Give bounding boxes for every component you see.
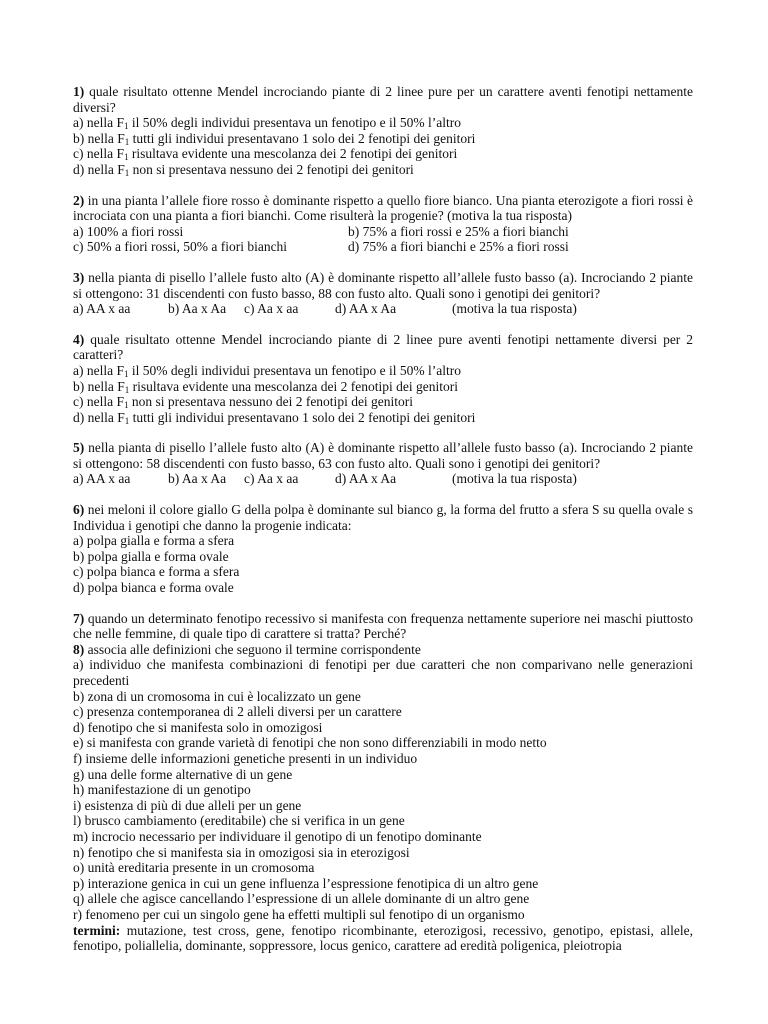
question-3-text: nella pianta di pisello l’allele fusto alto (A) è dominante rispetto all’allele fusto basso (a). Incrociando 2 piante si ottengono: 31 discendenti con fusto basso, 88 con fusto alto. Quali sono i genotipi dei genitori?: [73, 269, 693, 301]
question-1-option-d: d) nella $F_1$ non si presentava nessuno dei 2 fenotipi dei genitori: [73, 161, 414, 178]
question-5-option-c: c) Aa x aa: [244, 471, 299, 487]
question-6-text: nei meloni il colore giallo G della polpa è dominante sul bianco g, la forma del frutto a sfera S su quella ovale s Individua i genotipi che danno la progenie indicata:: [73, 502, 694, 533]
question-5-number: 5): [73, 440, 85, 456]
question-4: [73, 332, 693, 426]
question-2-options-row-1: [73, 224, 693, 240]
question-2: [73, 193, 693, 255]
definition-o: o) unità ereditaria presente in un cromosoma: [73, 860, 315, 876]
question-4-text: quale risultato ottenne Mendel incrociando piante di 2 linee pure aventi fenotipi nettamente diversi per 2 caratteri?: [73, 331, 694, 363]
question-1-option-b: b) nella $F_1$ tutti gli individui presentavano 1 solo dei 2 fenotipi dei genitori: [73, 130, 476, 147]
question-6-number: 6): [73, 502, 85, 518]
question-3-option-a: a) AA x aa: [73, 301, 131, 317]
question-3-note: (motiva la tua risposta): [452, 301, 577, 317]
terms-text: mutazione, test cross, gene, fenotipo ricombinante, eterozigosi, recessivo, genotipo, epistasi, allele, fenotipo, poliallelia, dominante, soppressore, locus genico, carattere ad eredità poligenica, pleiotropia: [73, 922, 694, 954]
definition-p: p) interazione genica in cui un gene influenza l’espressione fenotipica di un altro gene: [73, 875, 539, 891]
definition-h: h) manifestazione di un genotipo: [73, 782, 251, 798]
question-1-stem: [73, 84, 693, 115]
question-5: [73, 440, 693, 487]
terms-list: [73, 923, 693, 954]
question-5-option-d: d) AA x Aa: [335, 471, 397, 487]
question-6-option-d: d) polpa bianca e forma ovale: [73, 580, 234, 596]
question-3: [73, 270, 693, 317]
terms-label: termini:: [73, 922, 121, 938]
question-7-text: quando un determinato fenotipo recessivo si manifesta con frequenza nettamente superiore nei maschi piuttosto che nelle femmine, di quale tipo di carattere si tratta? Perché?: [73, 610, 694, 642]
definition-r: r) fenomeno per cui un singolo gene ha effetti multipli sul fenotipo di un organismo: [73, 906, 525, 922]
question-2-number: 2): [73, 192, 85, 208]
question-3-stem: [73, 270, 693, 301]
question-4-option-b: b) nella $F_1$ risultava evidente una mescolanza dei 2 fenotipi dei genitori: [73, 378, 459, 395]
question-5-text: nella pianta di pisello l’allele fusto alto (A) è dominante rispetto all’allele fusto basso (a). Incrociando 2 piante si ottengono: 58 discendenti con fusto basso, 63 con fusto alto. Quali sono i genotipi dei genitori?: [73, 440, 693, 471]
question-2-option-b: b) 75% a fiori rossi e 25% a fiori bianchi: [348, 223, 569, 239]
question-6: [73, 502, 693, 596]
question-3-option-c: c) Aa x aa: [244, 301, 299, 317]
definition-g: g) una delle forme alternative di un gene: [73, 766, 293, 782]
question-2-options-row-2: [73, 239, 693, 255]
question-5-option-a: a) AA x aa: [73, 471, 131, 487]
question-3-option-d: d) AA x Aa: [335, 301, 397, 317]
question-6-option-b: b) polpa gialla e forma ovale: [73, 548, 229, 564]
definition-e: e) si manifesta con grande varietà di fenotipi che non sono differenziabili in modo netto: [73, 735, 547, 751]
question-1-text: quale risultato ottenne Mendel incrociando piante di 2 linee pure per un carattere aventi fenotipi nettamente diversi?: [73, 84, 693, 115]
question-8: [73, 642, 693, 954]
definition-f: f) insieme delle informazioni genetiche presenti in un individuo: [73, 750, 418, 766]
question-1: [73, 84, 693, 178]
question-4-number: 4): [73, 331, 85, 347]
question-3-number: 3): [73, 269, 85, 285]
question-6-stem: [73, 502, 693, 533]
definition-q: q) allele che agisce cancellando l’espressione di un allele dominante di un altro gene: [73, 891, 530, 907]
worksheet: [73, 84, 693, 954]
question-2-stem: [73, 193, 693, 224]
definition-m: m) incrocio necessario per individuare il genotipo di un fenotipo dominante: [73, 828, 482, 844]
question-8-text: associa alle definizioni che seguono il termine corrispondente: [87, 641, 421, 657]
question-1-option-a: a) nella $F_1$ il 50% degli individui presentava un fenotipo e il 50% l’altro: [73, 115, 462, 132]
question-6-option-a: a) polpa gialla e forma a sfera: [73, 533, 235, 549]
question-5-option-b: b) Aa x Aa: [168, 471, 227, 487]
question-4-stem: [73, 332, 693, 363]
question-7-stem: [73, 611, 693, 642]
question-4-option-a: a) nella $F_1$ il 50% degli individui presentava un fenotipo e il 50% l’altro: [73, 362, 462, 379]
definition-c: c) presenza contemporanea di 2 alleli diversi per un carattere: [73, 704, 402, 720]
question-4-option-c: c) nella $F_1$ non si presentava nessuno dei 2 fenotipi dei genitori: [73, 394, 414, 411]
definition-b: b) zona di un cromosoma in cui è localizzato un gene: [73, 688, 361, 704]
question-7-number: 7): [73, 610, 85, 626]
question-8-stem: [73, 642, 693, 658]
definition-d: d) fenotipo che si manifesta solo in omozigosi: [73, 719, 323, 735]
question-2-text: in una pianta l’allele fiore rosso è dominante rispetto a quello fiore bianco. Una pianta eterozigote a fiori rossi è incrociata con una pianta a fiori bianchi. Come risulterà la progenie? (motiva la tua risposta): [73, 192, 694, 224]
definition-l: l) brusco cambiamento (ereditabile) che si verifica in un gene: [73, 813, 405, 829]
question-2-option-c: c) 50% a fiori rossi, 50% a fiori bianchi: [73, 239, 288, 255]
definition-a: a) individuo che manifesta combinazioni di fenotipi per due caratteri che non comparivano nelle generazioni precedenti: [73, 657, 693, 688]
question-6-option-c: c) polpa bianca e forma a sfera: [73, 564, 240, 580]
question-5-options: [73, 471, 693, 487]
question-5-note: (motiva la tua risposta): [452, 471, 577, 487]
question-4-option-d: d) nella $F_1$ tutti gli individui presentavano 1 solo dei 2 fenotipi dei genitori: [73, 409, 476, 426]
definition-n: n) fenotipo che si manifesta sia in omozigosi sia in eterozigosi: [73, 844, 410, 860]
question-7: [73, 611, 693, 642]
question-3-option-b: b) Aa x Aa: [168, 301, 227, 317]
question-3-options: [73, 301, 693, 317]
question-5-stem: [73, 440, 693, 471]
question-2-option-d: d) 75% a fiori bianchi e 25% a fiori rossi: [348, 239, 569, 255]
question-8-number: 8): [73, 641, 85, 657]
question-2-option-a: a) 100% a fiori rossi: [73, 223, 184, 239]
question-1-number: 1): [73, 84, 85, 99]
definition-i: i) esistenza di più di due alleli per un gene: [73, 797, 302, 813]
question-1-option-c: c) nella $F_1$ risultava evidente una mescolanza dei 2 fenotipi dei genitori: [73, 146, 458, 163]
